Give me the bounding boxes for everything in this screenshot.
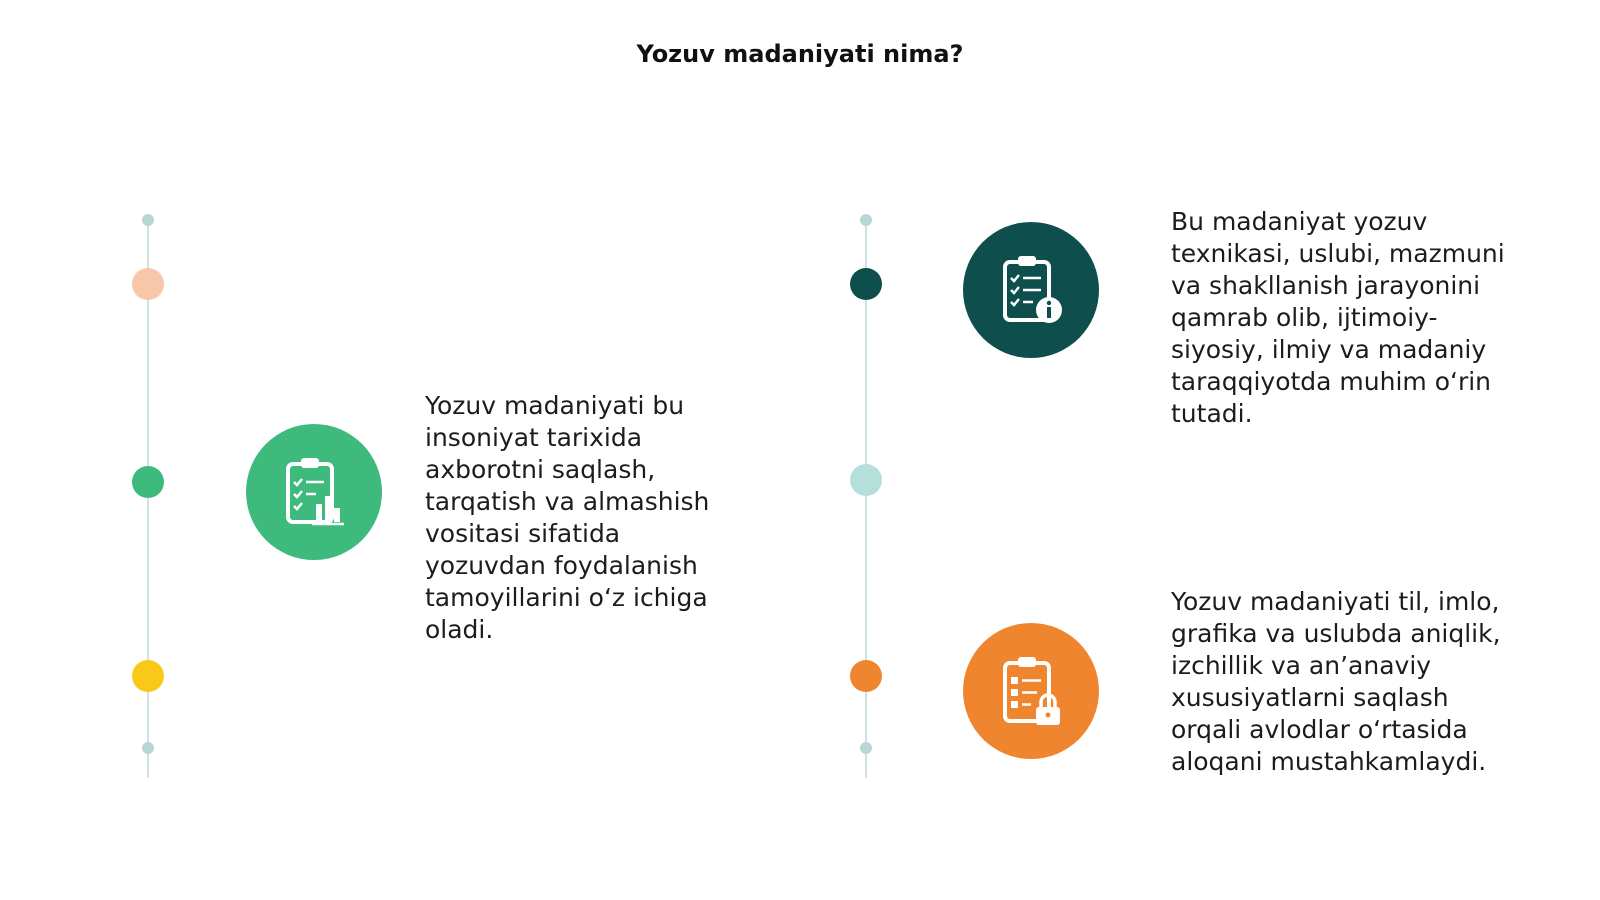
item-1-icon-circle: [246, 424, 382, 560]
item-2-icon-circle: [963, 222, 1099, 358]
clipboard-lock-icon: [991, 651, 1071, 731]
timeline-endpoint-bottom: [860, 742, 872, 754]
clipboard-chart-icon: [274, 452, 354, 532]
timeline-dot-peach: [132, 268, 164, 300]
timeline-dot-green: [132, 466, 164, 498]
timeline-right: [848, 214, 884, 784]
item-3-icon-circle: [963, 623, 1099, 759]
page-title: Yozuv madaniyati nima?: [636, 40, 964, 68]
timeline-dot-light-teal: [850, 464, 882, 496]
timeline-line: [147, 220, 149, 778]
timeline-endpoint-top: [142, 214, 154, 226]
timeline-dot-dark-teal: [850, 268, 882, 300]
timeline-endpoint-top: [860, 214, 872, 226]
timeline-endpoint-bottom: [142, 742, 154, 754]
item-1-text: Yozuv madaniyati bu insoniyat tarixida axborotni saqlash, tarqatish va almashish vositasi sifatida yozuvdan foydalanish tamoyillarini o‘z ichiga oladi.: [425, 391, 710, 644]
timeline-dot-orange: [850, 660, 882, 692]
item-3-text: Yozuv madaniyati til, imlo, grafika va uslubda aniqlik, izchillik va an’anaviy xususiyatlarni saqlash orqali avlodlar o‘rtasida aloqani mustahkamlaydi.: [1171, 587, 1501, 776]
timeline-line: [865, 220, 867, 778]
timeline-left: [130, 214, 166, 784]
item-2-text: Bu madaniyat yozuv texnikasi, uslubi, mazmuni va shakllanish jarayonini qamrab olib, ijtimoiy- siyosiy, ilmiy va madaniy taraqqiyotda muhim o‘rin tutadi.: [1171, 207, 1505, 428]
clipboard-info-icon: [991, 250, 1071, 330]
timeline-dot-yellow: [132, 660, 164, 692]
